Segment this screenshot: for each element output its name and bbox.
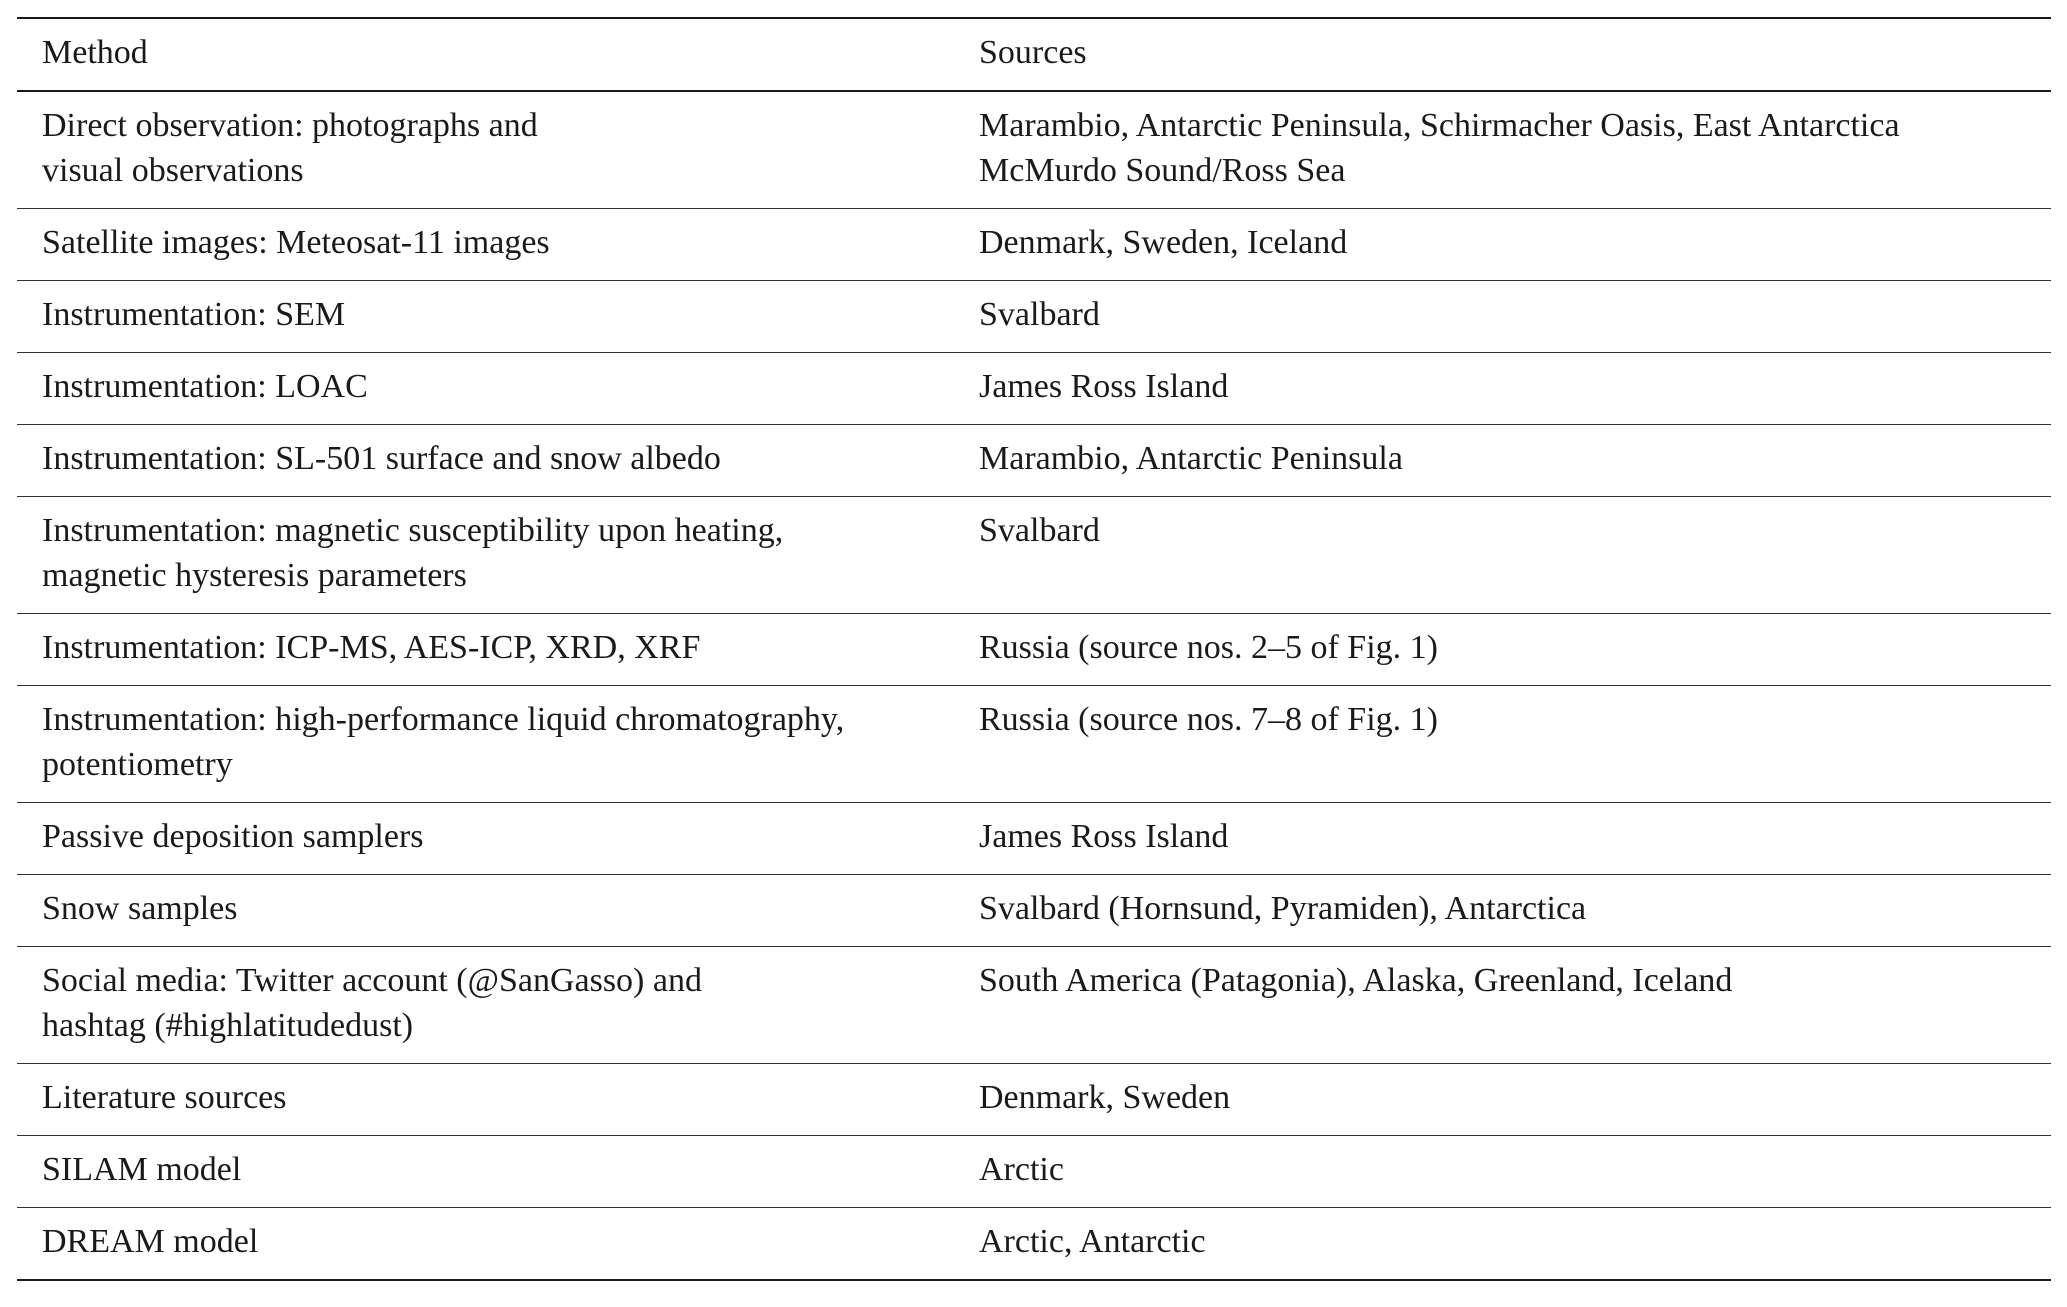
sources-cell: Denmark, Sweden, Iceland [954, 209, 2051, 281]
sources-cell: Russia (source nos. 7–8 of Fig. 1) [954, 686, 2051, 803]
sources-cell: Arctic [954, 1136, 2051, 1208]
method-cell: Instrumentation: LOAC [17, 353, 954, 425]
table-row [17, 497, 2051, 614]
method-cell: Instrumentation: high-performance liquid chromatography, potentiometry [17, 686, 954, 803]
table-row [17, 686, 2051, 803]
method-cell: Direct observation: photographs and visual observations [17, 91, 954, 209]
table-row [17, 803, 2051, 875]
header-row [17, 18, 2051, 91]
sources-cell: Svalbard [954, 497, 2051, 614]
table-row [17, 1136, 2051, 1208]
method-cell: Instrumentation: SL-501 surface and snow albedo [17, 425, 954, 497]
method-cell: Instrumentation: magnetic susceptibility upon heating, magnetic hysteresis parameters [17, 497, 954, 614]
method-cell: DREAM model [17, 1208, 954, 1281]
sources-cell: Denmark, Sweden [954, 1064, 2051, 1136]
methods-sources-table-container [17, 17, 2051, 1281]
table-row [17, 875, 2051, 947]
table-row [17, 947, 2051, 1064]
table-row [17, 614, 2051, 686]
sources-cell: South America (Patagonia), Alaska, Greenland, Iceland [954, 947, 2051, 1064]
method-cell: Literature sources [17, 1064, 954, 1136]
sources-cell: Svalbard (Hornsund, Pyramiden), Antarctica [954, 875, 2051, 947]
sources-cell: Svalbard [954, 281, 2051, 353]
sources-cell: James Ross Island [954, 803, 2051, 875]
sources-cell: James Ross Island [954, 353, 2051, 425]
table-row [17, 425, 2051, 497]
method-cell: SILAM model [17, 1136, 954, 1208]
method-cell: Social media: Twitter account (@SanGasso) and hashtag (#highlatitudedust) [17, 947, 954, 1064]
table-row [17, 91, 2051, 209]
table-row [17, 281, 2051, 353]
sources-cell: Arctic, Antarctic [954, 1208, 2051, 1281]
method-cell: Instrumentation: SEM [17, 281, 954, 353]
method-cell: Snow samples [17, 875, 954, 947]
sources-cell: Marambio, Antarctic Peninsula [954, 425, 2051, 497]
header-sources: Sources [954, 18, 2051, 91]
table-row [17, 1064, 2051, 1136]
sources-cell: Russia (source nos. 2–5 of Fig. 1) [954, 614, 2051, 686]
table-row [17, 353, 2051, 425]
method-cell: Satellite images: Meteosat-11 images [17, 209, 954, 281]
header-method: Method [17, 18, 954, 91]
methods-sources-table [17, 17, 2051, 1281]
method-cell: Passive deposition samplers [17, 803, 954, 875]
sources-cell: Marambio, Antarctic Peninsula, Schirmacher Oasis, East Antarctica McMurdo Sound/Ross Sea [954, 91, 2051, 209]
table-row [17, 209, 2051, 281]
table-row [17, 1208, 2051, 1281]
method-cell: Instrumentation: ICP-MS, AES-ICP, XRD, XRF [17, 614, 954, 686]
